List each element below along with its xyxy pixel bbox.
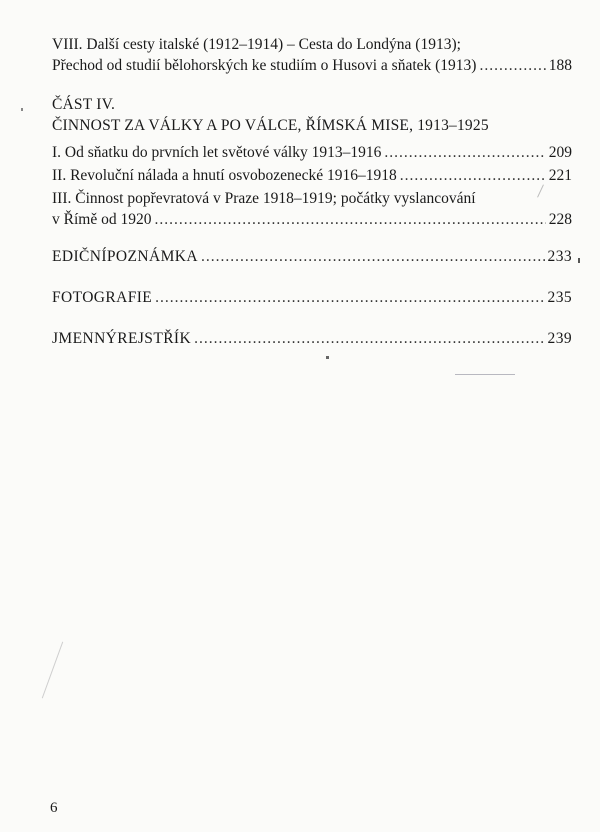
toc-entry-iii [52, 188, 572, 230]
toc-entry-iii-line2 [52, 209, 572, 230]
scan-speck [326, 356, 329, 359]
toc-entry-editorial-note [52, 246, 572, 267]
toc-entry-text: III. Činnost popřevratová v Praze 1918–1919; počátky vyslancování [52, 190, 476, 207]
toc-page-number: 235 [547, 289, 572, 306]
leader-dots [154, 209, 545, 230]
toc-entry-photographs [52, 287, 572, 308]
toc-entry-text: VIII. Další cesty italské (1912–1914) – Cesta do Londýna (1913); [52, 36, 461, 53]
toc-entry-text: JMENNÝREJSTŘÍK [52, 330, 192, 347]
part-heading [52, 94, 572, 136]
toc-page-number: 188 [548, 57, 572, 74]
toc-entry-text: II. Revoluční nálada a hnutí osvobozenecké 1916–1918 [52, 167, 397, 184]
leader-dots [194, 328, 544, 349]
toc-entry-name-index [52, 328, 572, 349]
scan-scratch [455, 374, 515, 375]
leader-dots [201, 246, 545, 267]
toc-entry-viii [52, 34, 572, 76]
toc-entry-text: Přechod od studií bělohorských ke studiím o Husovi a sňatek (1913) [52, 57, 477, 74]
leader-dots [479, 55, 545, 76]
toc-entry-text: EDIČNÍPOZNÁMKA [52, 248, 198, 265]
toc-entry-text: I. Od sňatku do prvních let světové války 1913–1916 [52, 144, 382, 161]
toc-entry-iii-line1 [52, 188, 572, 209]
scan-speck [578, 258, 580, 263]
toc-entry-viii-line1 [52, 34, 572, 55]
toc-page-number: 233 [547, 248, 572, 265]
leader-dots [400, 165, 546, 186]
part-label: ČÁST IV. [52, 96, 116, 113]
scan-speck [21, 108, 23, 111]
toc-page-number: 239 [547, 330, 572, 347]
leader-dots [155, 287, 544, 308]
toc-entry-text: FOTOGRAFIE [52, 289, 153, 306]
toc-page-number: 221 [548, 167, 572, 184]
leader-dots [384, 142, 545, 163]
toc-page-number: 209 [548, 144, 572, 161]
toc-entry-ii [52, 165, 572, 186]
toc-entry-viii-line2 [52, 55, 572, 76]
toc-entry-i [52, 142, 572, 163]
toc-page-number: 228 [548, 211, 572, 228]
toc-entry-text: v Římě od 1920 [52, 211, 152, 228]
page-number: 6 [50, 800, 58, 816]
scan-scratch [42, 642, 63, 699]
part-title: ČINNOST ZA VÁLKY A PO VÁLCE, ŘÍMSKÁ MISE, 1913–1925 [52, 117, 489, 134]
